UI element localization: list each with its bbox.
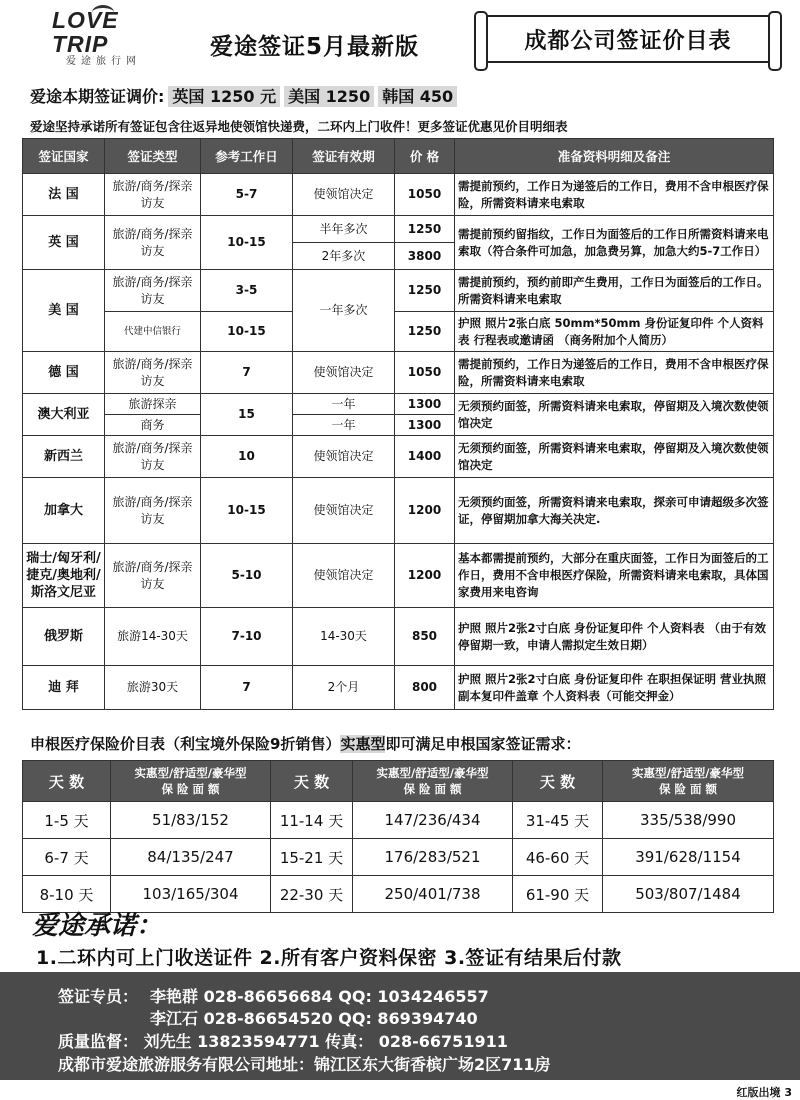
plan-types: 实惠型/舒适型/豪华型 (376, 766, 489, 780)
days-cell: 61-90 天 (513, 876, 603, 913)
table-row (23, 216, 774, 243)
insurance-title-tail: 即可满足申根国家签证需求： (385, 735, 581, 753)
days-cell: 7 (201, 352, 293, 394)
premium-cell: 147/236/434 (353, 802, 513, 839)
table-row (23, 666, 774, 710)
insurance-title (30, 733, 580, 754)
type-cell: 旅游/商务/探亲访友 (105, 352, 201, 394)
price-cell: 850 (395, 608, 455, 666)
header-country: 签证国家 (23, 139, 105, 174)
plan-types: 实惠型/舒适型/豪华型 (632, 766, 744, 780)
header-validity: 签证有效期 (293, 139, 395, 174)
country-cell: 瑞士/匈牙利/捷克/奥地利/斯洛文尼亚 (23, 544, 105, 608)
header-days: 天 数 (23, 761, 111, 802)
agent-2: 李江石 028-86654520 QQ: 869394740 (150, 1009, 478, 1028)
country-cell: 德 国 (23, 352, 105, 394)
type-cell: 旅游/商务/探亲访友 (105, 270, 201, 312)
premium-cell: 250/401/738 (353, 876, 513, 913)
insurance-table (22, 760, 774, 913)
type-cell: 商务 (105, 415, 201, 436)
price-adjust-label: 爱途本期签证调价: (30, 87, 165, 106)
days-cell: 3-5 (201, 270, 293, 312)
premium-cell: 103/165/304 (111, 876, 271, 913)
premium-cell: 335/538/990 (603, 802, 774, 839)
days-cell: 15 (201, 394, 293, 436)
days-cell: 10 (201, 436, 293, 478)
note-cell: 需提前预约，工作日为递签后的工作日，费用不含申根医疗保险，所需资料请来电索取 (455, 174, 774, 216)
price-cell: 3800 (395, 243, 455, 270)
days-cell: 15-21 天 (271, 839, 353, 876)
country-cell: 俄罗斯 (23, 608, 105, 666)
header-plans (603, 761, 774, 802)
days-cell: 10-15 (201, 312, 293, 352)
validity-cell: 一年多次 (293, 270, 395, 352)
days-cell: 5-7 (201, 174, 293, 216)
note-cell: 无须预约面签，所需资料请来电索取，停留期及入境次数使领馆决定 (455, 436, 774, 478)
table-row (23, 608, 774, 666)
price-adjust-line (30, 84, 457, 107)
price-cell: 1300 (395, 415, 455, 436)
insurance-title-main: 申根医疗保险价目表（利宝境外保险9折销售） (30, 735, 341, 753)
days-cell: 11-14 天 (271, 802, 353, 839)
type-cell: 旅游/商务/探亲访友 (105, 174, 201, 216)
days-cell: 6-7 天 (23, 839, 111, 876)
days-cell: 22-30 天 (271, 876, 353, 913)
edition-headline: 爱途签证5月最新版 (210, 34, 420, 60)
premium-cell: 51/83/152 (111, 802, 271, 839)
note-cell: 需提前预约，工作日为递签后的工作日，费用不含申根医疗保险，所需资料请来电索取 (455, 352, 774, 394)
logo-subtitle: 爱途旅行网 (66, 56, 141, 67)
country-cell: 迪 拜 (23, 666, 105, 710)
country-cell: 法 国 (23, 174, 105, 216)
note-cell: 需提前预约留指纹，工作日为面签后的工作日所需资料请来电索取（符合条件可加急，加急费另算，加急大约5-7工作日） (455, 216, 774, 270)
days-cell: 31-45 天 (513, 802, 603, 839)
price-cell: 1050 (395, 352, 455, 394)
price-kr: 韩国 450 (378, 86, 457, 107)
table-row (23, 312, 774, 352)
country-cell: 英 国 (23, 216, 105, 270)
header-plans (111, 761, 271, 802)
contact-panel (0, 972, 800, 1080)
premium-cell: 391/628/1154 (603, 839, 774, 876)
validity-cell: 2个月 (293, 666, 395, 710)
note-cell: 护照 照片2张2寸白底 身份证复印件 个人资料表 （由于有效停留期一致，申请人需拟定生效日期） (455, 608, 774, 666)
table-row (23, 544, 774, 608)
price-us: 美国 1250 (284, 86, 374, 107)
type-cell: 旅游/商务/探亲访友 (105, 216, 201, 270)
type-cell: 旅游/商务/探亲访友 (105, 478, 201, 544)
validity-cell: 使领馆决定 (293, 478, 395, 544)
table-row (23, 436, 774, 478)
country-cell: 澳大利亚 (23, 394, 105, 436)
service-promise: 爱途坚持承诺所有签证包含往返异地使领馆快递费，二环内上门收件！更多签证优惠见价目明细表 (30, 119, 568, 134)
validity-cell: 使领馆决定 (293, 174, 395, 216)
days-cell: 10-15 (201, 216, 293, 270)
price-cell: 1200 (395, 478, 455, 544)
price-cell: 1050 (395, 174, 455, 216)
agent-label: 签证专员： (58, 987, 139, 1006)
validity-cell: 一年 (293, 415, 395, 436)
type-cell: 旅游30天 (105, 666, 201, 710)
header-days: 天 数 (513, 761, 603, 802)
insurance-header (23, 761, 774, 802)
plan-amount: 保 险 面 额 (161, 782, 220, 796)
validity-cell: 使领馆决定 (293, 436, 395, 478)
logo-swoosh-icon (92, 5, 114, 20)
note-cell: 无须预约面签，所需资料请来电索取，探亲可申请超级多次签证，停留期加拿大海关决定. (455, 478, 774, 544)
days-cell: 10-15 (201, 478, 293, 544)
price-list-title: 成都公司签证价目表 (480, 15, 776, 63)
type-cell: 代建中信银行 (105, 312, 201, 352)
validity-cell: 半年多次 (293, 216, 395, 243)
insurance-title-highlight: 实惠型 (340, 735, 386, 753)
agent-1: 李艳群 028-86656684 QQ: 1034246557 (150, 987, 489, 1006)
logo (52, 8, 172, 68)
type-cell: 旅游/商务/探亲访友 (105, 544, 201, 608)
table-row (23, 802, 774, 839)
days-cell: 7-10 (201, 608, 293, 666)
days-cell: 46-60 天 (513, 839, 603, 876)
price-cell: 1250 (395, 216, 455, 243)
validity-cell: 2年多次 (293, 243, 395, 270)
price-cell: 1250 (395, 270, 455, 312)
note-cell: 需提前预约，预约前即产生费用，工作日为面签后的工作日。 所需资料请来电索取 (455, 270, 774, 312)
price-cell: 1300 (395, 394, 455, 415)
header-days: 天 数 (271, 761, 353, 802)
validity-cell: 一年 (293, 394, 395, 415)
table-row (23, 270, 774, 312)
note-cell: 基本都需提前预约，大部分在重庆面签，工作日为面签后的工作日，费用不含申根医疗保险，所需资料请来电索取，具体国家费用来电咨询 (455, 544, 774, 608)
price-cell: 1250 (395, 312, 455, 352)
validity-cell: 使领馆决定 (293, 352, 395, 394)
company-address: 成都市爱途旅游服务有限公司地址：锦江区东大街香槟广场2区711房 (58, 1055, 551, 1074)
table-row (23, 394, 774, 415)
days-cell: 1-5 天 (23, 802, 111, 839)
table-row (23, 839, 774, 876)
header-days: 参考工作日 (201, 139, 293, 174)
table-row (23, 174, 774, 216)
type-cell: 旅游14-30天 (105, 608, 201, 666)
visa-price-table (22, 138, 774, 710)
note-cell: 护照 照片2张2寸白底 身份证复印件 在职担保证明 营业执照副本复印件盖章 个人资料表（可能交押金） (455, 666, 774, 710)
note-cell: 无须预约面签，所需资料请来电索取，停留期及入境次数使领馆决定 (455, 394, 774, 436)
header-type: 签证类型 (105, 139, 201, 174)
supervisor: 质量监督： 刘先生 13823594771 传真： 028-66751911 (58, 1032, 508, 1051)
plan-amount: 保 险 面 额 (403, 782, 462, 796)
header-notes: 准备资料明细及备注 (455, 139, 774, 174)
commitment-items: 1.二环内可上门收送证件 2.所有客户资料保密 3.签证有结果后付款 (36, 947, 622, 969)
page-label: 红版出境 3 (736, 1086, 792, 1099)
premium-cell: 176/283/521 (353, 839, 513, 876)
price-cell: 1200 (395, 544, 455, 608)
logo-text: LOVE TRIP (52, 7, 119, 57)
days-cell: 7 (201, 666, 293, 710)
type-cell: 旅游/商务/探亲访友 (105, 436, 201, 478)
days-cell: 8-10 天 (23, 876, 111, 913)
header-price: 价 格 (395, 139, 455, 174)
table-row (23, 478, 774, 544)
header-plans (353, 761, 513, 802)
country-cell: 美 国 (23, 270, 105, 352)
header (0, 0, 800, 76)
visa-table-header (23, 139, 774, 174)
validity-cell: 14-30天 (293, 608, 395, 666)
premium-cell: 503/807/1484 (603, 876, 774, 913)
days-cell: 5-10 (201, 544, 293, 608)
price-cell: 800 (395, 666, 455, 710)
note-cell: 护照 照片2张白底 50mm*50mm 身份证复印件 个人资料表 行程表或邀请函 （商务附加个人简历） (455, 312, 774, 352)
validity-cell: 使领馆决定 (293, 544, 395, 608)
commitment-title: 爱途承诺： (32, 911, 163, 941)
table-row (23, 352, 774, 394)
type-cell: 旅游探亲 (105, 394, 201, 415)
plan-amount: 保 险 面 额 (658, 782, 717, 796)
plan-types: 实惠型/舒适型/豪华型 (134, 766, 247, 780)
country-cell: 新西兰 (23, 436, 105, 478)
price-uk: 英国 1250 元 (168, 86, 280, 107)
price-cell: 1400 (395, 436, 455, 478)
country-cell: 加拿大 (23, 478, 105, 544)
premium-cell: 84/135/247 (111, 839, 271, 876)
